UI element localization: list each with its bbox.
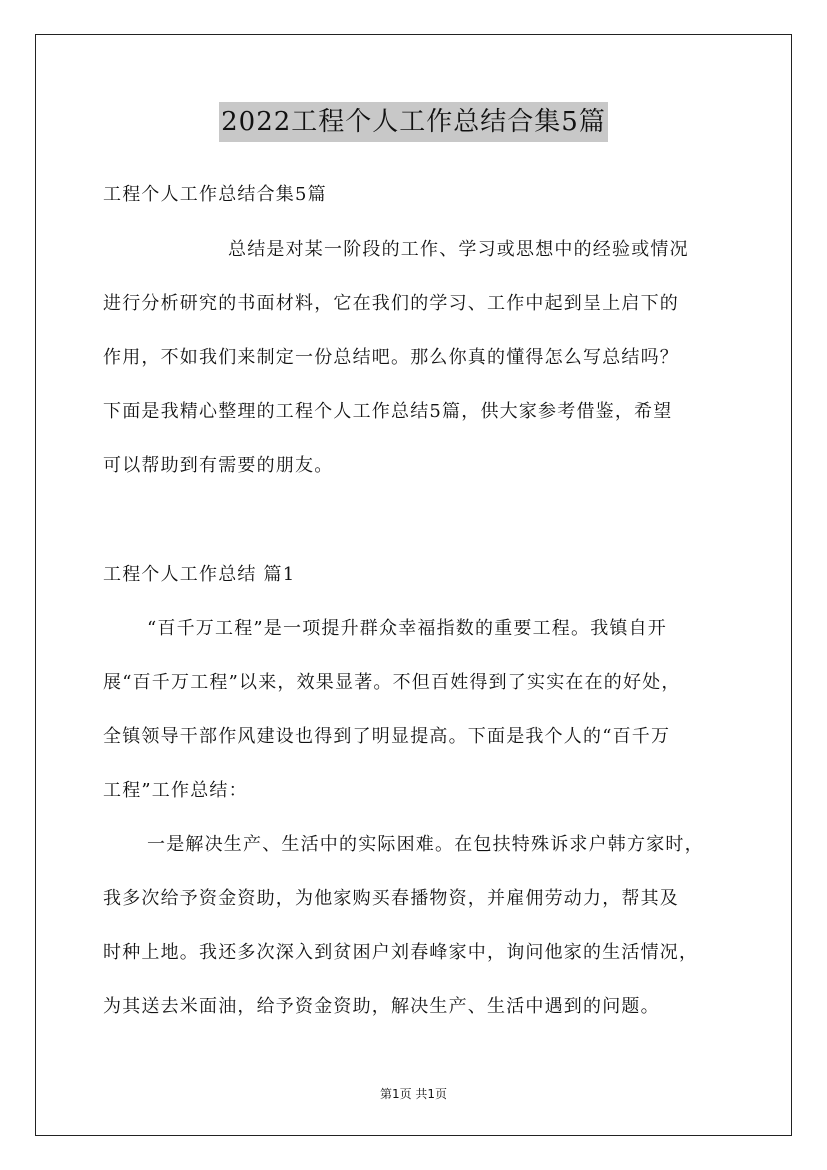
intro-line: 可以帮助到有需要的朋友。 bbox=[103, 455, 334, 476]
intro-line: 作用，不如我们来制定一份总结吧。那么你真的懂得怎么写总结吗？ bbox=[103, 347, 679, 368]
paragraph-line: 我多次给予资金资助，为他家购买春播物资，并雇佣劳动力，帮其及 bbox=[103, 888, 679, 909]
paragraph-line: “百千万工程”是一项提升群众幸福指数的重要工程。我镇自开 bbox=[147, 618, 668, 639]
intro-line: 总结是对某一阶段的工作、学习或思想中的经验或情况 bbox=[228, 239, 689, 260]
paragraph-line: 全镇领导干部作风建设也得到了明显提高。下面是我个人的“百千万 bbox=[103, 726, 671, 747]
intro-line: 进行分析研究的书面材料，它在我们的学习、工作中起到呈上启下的 bbox=[103, 293, 679, 314]
paragraph-line: 为其送去米面油，给予资金资助，解决生产、生活中遇到的问题。 bbox=[103, 996, 660, 1017]
document-title: 2022工程个人工作总结合集5篇 bbox=[219, 102, 608, 142]
paragraph-line: 一是解决生产、生活中的实际困难。在包扶特殊诉求户韩方家时， bbox=[147, 834, 704, 855]
document-subtitle: 工程个人工作总结合集5篇 bbox=[103, 184, 327, 205]
section-heading: 工程个人工作总结 篇1 bbox=[103, 564, 296, 585]
paragraph-line: 工程”工作总结： bbox=[103, 780, 248, 801]
paragraph-line: 展“百千万工程”以来，效果显著。不但百姓得到了实实在在的好处， bbox=[103, 672, 681, 693]
intro-line: 下面是我精心整理的工程个人工作总结5篇，供大家参考借鉴，希望 bbox=[103, 401, 673, 422]
paragraph-line: 时种上地。我还多次深入到贫困户刘春峰家中，询问他家的生活情况， bbox=[103, 942, 699, 963]
page-footer: 第1页 共1页 bbox=[379, 1087, 448, 1101]
document-title-wrapper bbox=[0, 102, 827, 142]
